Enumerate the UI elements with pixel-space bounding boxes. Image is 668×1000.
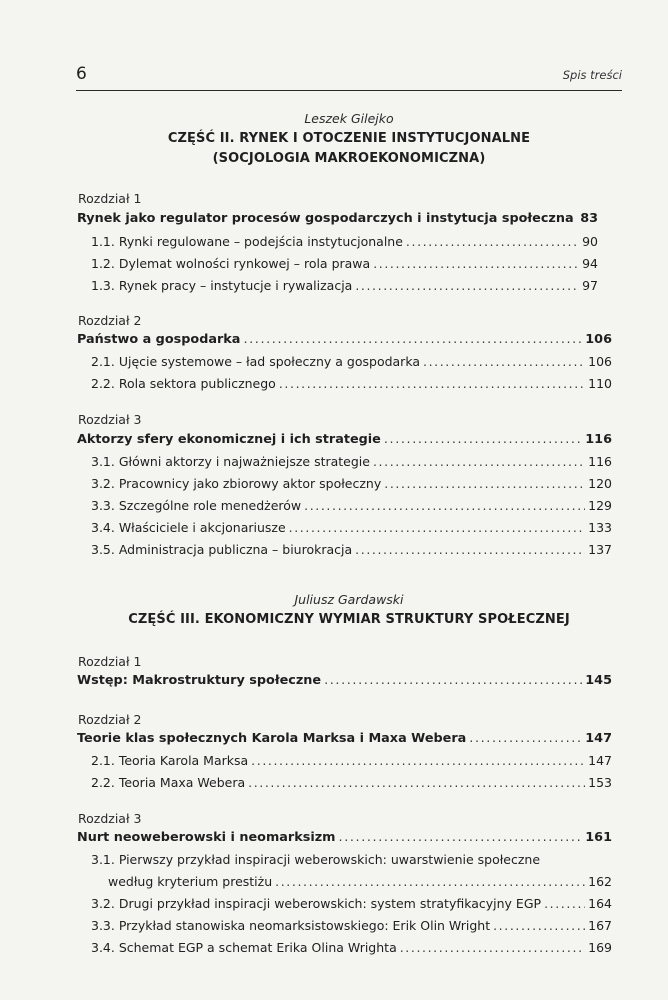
dot-leader [373, 256, 579, 271]
section-title: 2.2. Teoria Maxa Webera [91, 775, 246, 790]
section-title: 3.5. Administracja publiczna – biurokracja [91, 542, 353, 557]
toc-section-entry[interactable] [91, 520, 612, 538]
page-ref: 83 [580, 211, 598, 226]
page-ref: 137 [588, 542, 612, 557]
page-ref: 162 [588, 874, 612, 889]
toc-section-entry[interactable] [91, 454, 612, 472]
page-ref: 106 [585, 332, 612, 347]
page-ref: 120 [588, 476, 612, 491]
section-title: 3.3. Przykład stanowiska neomarksistowskiego: Erik Olin Wright [91, 918, 491, 933]
part-title-line: (SOCJOLOGIA MAKROEKONOMICZNA) [212, 151, 486, 166]
page-ref: 145 [585, 673, 612, 688]
chapter-label: Rozdział 3 [78, 412, 142, 427]
dot-leader [251, 753, 585, 768]
toc-section-entry[interactable] [91, 753, 612, 771]
dot-leader [279, 376, 585, 391]
part-title [76, 610, 622, 630]
dot-leader [400, 940, 585, 955]
page-ref: 133 [588, 520, 612, 535]
toc-chapter-entry[interactable] [77, 830, 612, 848]
chapter-title: Wstęp: Makrostruktury społeczne [77, 673, 322, 688]
dot-leader [275, 874, 585, 889]
toc-section-entry[interactable] [91, 376, 612, 394]
toc-chapter-entry[interactable] [77, 332, 612, 350]
part-title [76, 129, 622, 169]
section-title: 1.2. Dylemat wolności rynkowej – rola prawa [91, 256, 371, 271]
section-title: 3.3. Szczególne role menedżerów [91, 498, 302, 513]
page-ref: 153 [588, 775, 612, 790]
toc-section-entry[interactable] [91, 542, 612, 560]
toc-section-entry[interactable] [108, 874, 612, 892]
chapter-label: Rozdział 3 [78, 811, 142, 826]
page-ref: 147 [585, 731, 612, 746]
dot-leader [406, 234, 579, 249]
toc-section-entry[interactable] [91, 918, 612, 936]
part-title-line: CZĘŚĆ II. RYNEK I OTOCZENIE INSTYTUCJONALNE [167, 131, 531, 146]
chapter-title: Teorie klas społecznych Karola Marksa i Maxa Webera [77, 731, 467, 746]
part-title-line: CZĘŚĆ III. EKONOMICZNY WYMIAR STRUKTURY SPOŁECZNEJ [128, 612, 570, 627]
section-title: 3.2. Drugi przykład inspiracji weberowskich: system stratyfikacyjny EGP [91, 896, 542, 911]
page-ref: 106 [588, 354, 612, 369]
toc-section-entry[interactable] [91, 476, 612, 494]
toc-section-entry[interactable] [91, 498, 612, 516]
page-header [76, 64, 622, 91]
dot-leader [384, 476, 585, 491]
section-title: 3.4. Właściciele i akcjonariusze [91, 520, 286, 535]
page-ref: 110 [588, 376, 612, 391]
section-title: 1.3. Rynek pracy – instytucje i rywalizacja [91, 278, 353, 293]
dot-leader [384, 432, 582, 447]
toc-section-entry[interactable] [91, 896, 612, 914]
toc-section-entry[interactable] [91, 278, 598, 296]
dot-leader [423, 354, 585, 369]
toc-section-entry[interactable] [91, 234, 598, 252]
dot-leader [493, 918, 585, 933]
part-author: Leszek Gilejko [304, 111, 394, 126]
section-title: 2.1. Ujęcie systemowe – ład społeczny a gospodarka [91, 354, 421, 369]
dot-leader [304, 498, 585, 513]
dot-leader [243, 332, 582, 347]
chapter-label: Rozdział 1 [78, 191, 142, 206]
toc-chapter-entry[interactable] [77, 432, 612, 450]
section-title: 2.1. Teoria Karola Marksa [91, 753, 249, 768]
chapter-title: Rynek jako regulator procesów gospodarczych i instytucja społeczna [77, 211, 574, 226]
dot-leader [577, 211, 578, 226]
page-ref: 94 [582, 256, 598, 271]
dot-leader [248, 775, 585, 790]
part-author: Juliusz Gardawski [294, 592, 404, 607]
toc-chapter-entry[interactable] [77, 731, 612, 749]
section-title: 3.1. Główni aktorzy i najważniejsze strategie [91, 454, 370, 469]
section-title: 3.2. Pracownicy jako zbiorowy aktor społeczny [91, 476, 382, 491]
page-ref: 161 [585, 830, 612, 845]
chapter-title: Nurt neoweberowski i neomarksizm [77, 830, 336, 845]
dot-leader [373, 454, 585, 469]
page-ref: 90 [582, 234, 598, 249]
toc-section-entry[interactable] [91, 940, 612, 958]
section-title-continuation: według kryterium prestiżu [108, 874, 273, 889]
page-ref: 164 [588, 896, 612, 911]
toc-section-entry[interactable] [91, 775, 612, 793]
page-ref: 147 [588, 753, 612, 768]
page-ref: 129 [588, 498, 612, 513]
chapter-title: Państwo a gospodarka [77, 332, 241, 347]
toc-section-entry[interactable] [91, 354, 612, 372]
dot-leader [544, 896, 585, 911]
section-title: 3.4. Schemat EGP a schemat Erika Olina Wrighta [91, 940, 397, 955]
page-ref: 167 [588, 918, 612, 933]
section-title-line[interactable]: 3.1. Pierwszy przykład inspiracji weberowskich: uwarstwienie społeczne [91, 852, 541, 867]
dot-leader [324, 673, 582, 688]
dot-leader [339, 830, 583, 845]
page-ref: 116 [588, 454, 612, 469]
section-title: 2.2. Rola sektora publicznego [91, 376, 276, 391]
page-ref: 169 [588, 940, 612, 955]
dot-leader [289, 520, 585, 535]
dot-leader [355, 542, 585, 557]
toc-chapter-entry[interactable] [77, 211, 598, 229]
toc-chapter-entry[interactable] [77, 673, 612, 691]
dot-leader [469, 731, 582, 746]
chapter-label: Rozdział 2 [78, 712, 142, 727]
running-title: Spis treści [562, 68, 622, 82]
page-number: 6 [76, 64, 87, 84]
chapter-label: Rozdział 2 [78, 313, 142, 328]
page-ref: 97 [582, 278, 598, 293]
dot-leader [355, 278, 579, 293]
page-ref: 116 [585, 432, 612, 447]
section-title: 1.1. Rynki regulowane – podejścia instytucjonalne [91, 234, 403, 249]
toc-section-entry[interactable] [91, 256, 598, 274]
chapter-label: Rozdział 1 [78, 654, 142, 669]
chapter-title: Aktorzy sfery ekonomicznej i ich strategie [77, 432, 381, 447]
